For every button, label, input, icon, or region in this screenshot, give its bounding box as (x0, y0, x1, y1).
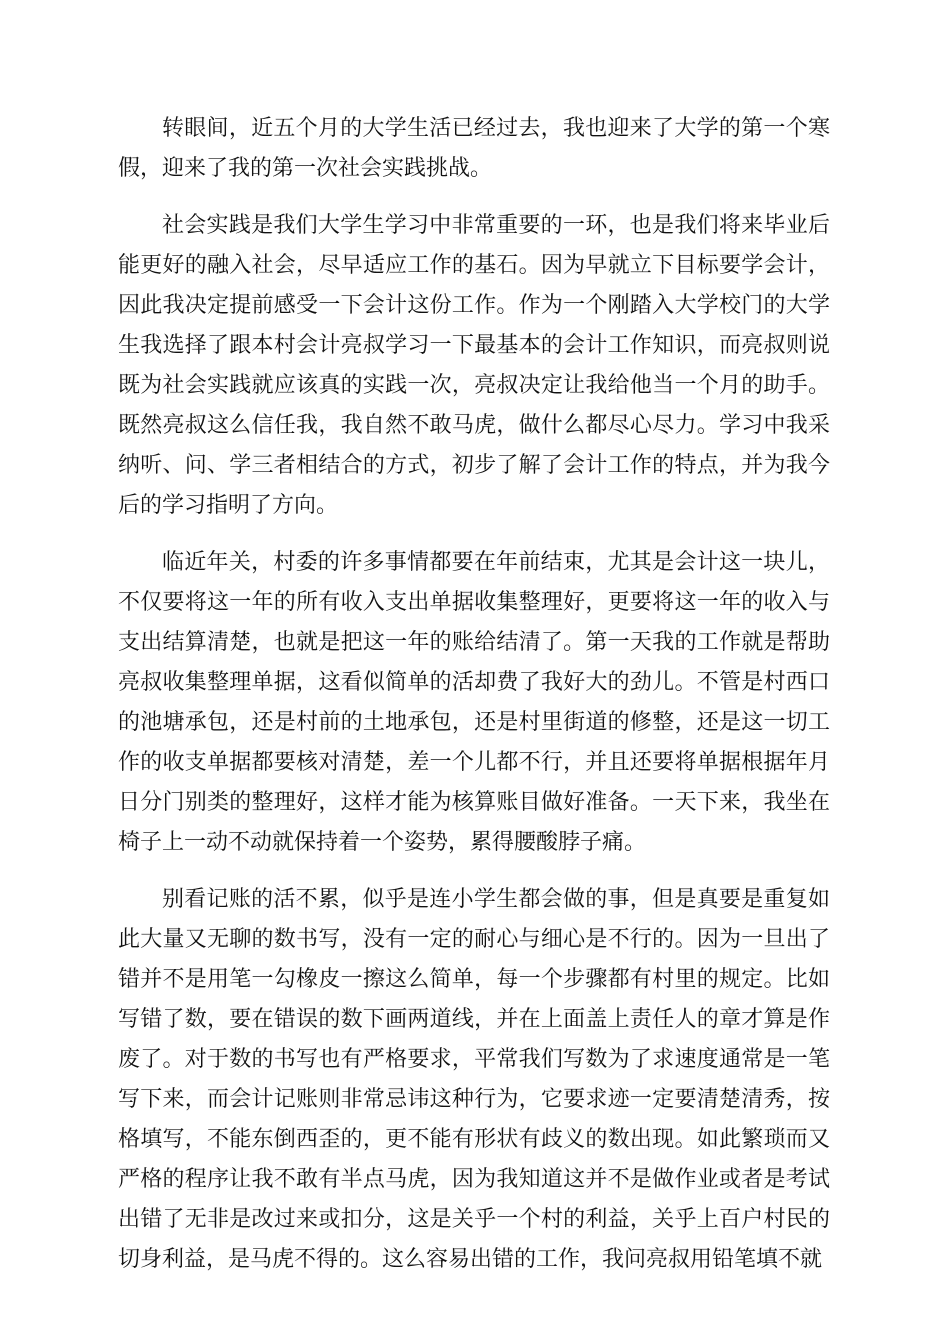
paragraph-3: 临近年关，村委的许多事情都要在年前结束，尤其是会计这一块儿，不仅要将这一年的所有收入支出单据收集整理好，更要将这一年的收入与支出结算清楚，也就是把这一年的账给结清了。第一天我的工作就是帮助亮叔收集整理单据，这看似简单的活却费了我好大的劲儿。不管是村西口的池塘承包，还是村前的土地承包，还是村里街道的修整，还是这一切工作的收支单据都要核对清楚，差一个儿都不行，并且还要将单据根据年月日分门别类的整理好，这样才能为核算账目做好准备。一天下来，我坐在椅子上一动不动就保持着一个姿势，累得腰酸脖子痛。 (118, 550, 830, 855)
document-body (118, 109, 830, 1297)
paragraph-2: 社会实践是我们大学生学习中非常重要的一环，也是我们将来毕业后能更好的融入社会，尽早适应工作的基石。因为早就立下目标要学会计，因此我决定提前感受一下会计这份工作。作为一个刚踏入大学校门的大学生我选择了跟本村会计亮叔学习一下最基本的会计工作知识，而亮叔则说既为社会实践就应该真的实践一次，亮叔决定让我给他当一个月的助手。既然亮叔这么信任我，我自然不敢马虎，做什么都尽心尽力。学习中我采纳听、问、学三者相结合的方式，初步了解了会计工作的特点，并为我今后的学习指明了方向。 (118, 213, 830, 518)
paragraph-1: 转眼间，近五个月的大学生活已经过去，我也迎来了大学的第一个寒假，迎来了我的第一次社会实践挑战。 (118, 116, 830, 181)
paragraph-4: 别看记账的活不累，似乎是连小学生都会做的事，但是真要是重复如此大量又无聊的数书写，没有一定的耐心与细心是不行的。因为一旦出了错并不是用笔一勾橡皮一擦这么简单，每一个步骤都有村里的规定。比如写错了数，要在错误的数下画两道线，并在上面盖上责任人的章才算是作废了。对于数的书写也有严格要求，平常我们写数为了求速度通常是一笔写下来，而会计记账则非常忌讳这种行为，它要求迹一定要清楚清秀，按格填写，不能东倒西歪的，更不能有形状有歧义的数出现。如此繁琐而又严格的程序让我不敢有半点马虎，因为我知道这并不是做作业或者是考试出错了无非是改过来或扣分，这是关乎一个村的利益，关乎上百户村民的切身利益，是马虎不得的。这么容易出错的工作，我问亮叔用铅笔填不就 (118, 887, 830, 1272)
